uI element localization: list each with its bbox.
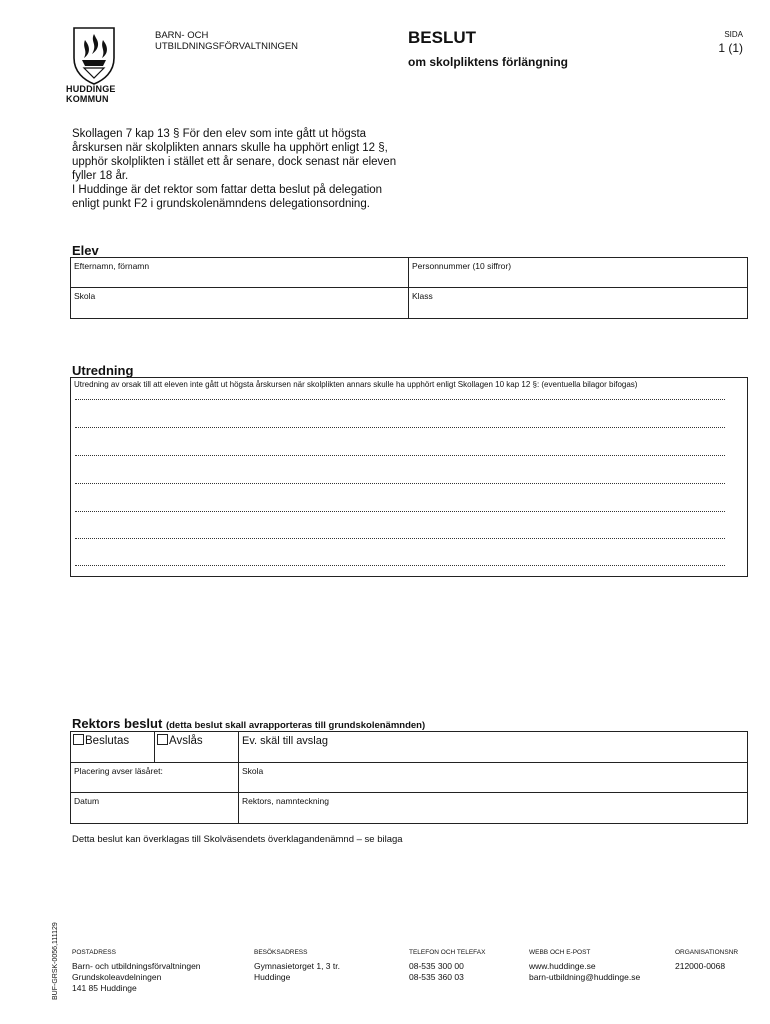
form-code: BUF-GRSK-0056,111129 xyxy=(52,922,59,1000)
personnummer-field-label: Personnummer (10 siffror) xyxy=(412,261,512,271)
school-field-label: Skola xyxy=(74,291,96,301)
section-heading-elev: Elev xyxy=(72,243,99,258)
utredning-field-label: Utredning av orsak till att eleven inte gått ut högsta årskursen när skolplikten annars skulle ha upphört enligt Skollagen 10 kap 12 §: (eventuella bilagor bifogas) xyxy=(74,380,638,389)
document-subtitle: om skolpliktens förlängning xyxy=(408,55,569,69)
page-label: SIDA xyxy=(724,30,743,39)
footer-line: Barn- och utbildningsförvaltningen xyxy=(72,961,201,971)
name-field[interactable] xyxy=(72,272,406,286)
footer-label: TELEFON OCH TELEFAX xyxy=(409,949,486,956)
section-heading-utredning: Utredning xyxy=(72,363,134,378)
footer-label: ORGANISATIONSNR xyxy=(675,949,739,956)
footer-visit xyxy=(254,947,340,983)
writing-line xyxy=(75,399,725,400)
footer-web xyxy=(529,947,640,983)
huddinge-crest-logo xyxy=(70,24,118,86)
footer-postal xyxy=(72,947,201,994)
footer-label: BESÖKSADRESS xyxy=(254,949,308,956)
municipality-name: HUDDINGE KOMMUN xyxy=(66,84,116,104)
beslut-heading-note: (detta beslut skall avrapporteras till grundskolenämnden) xyxy=(165,720,426,731)
intro-text xyxy=(72,127,402,211)
reason-field[interactable] xyxy=(240,749,746,761)
class-field[interactable] xyxy=(410,302,746,317)
personnummer-field[interactable] xyxy=(410,272,746,286)
beslutas-checkbox[interactable] xyxy=(73,734,84,745)
section-heading-beslut xyxy=(72,716,425,731)
writing-line xyxy=(75,427,725,428)
placement-field-label: Placering avser läsåret: xyxy=(74,766,163,776)
footer-line: 08-535 360 03 xyxy=(409,972,464,982)
intro-paragraph: Skollagen 7 kap 13 § För den elev som inte gått ut högsta årskursen när skolplikten annars skulle ha upphört enligt 12 §, upphör skolplikten i stället ett år senare, dock senast när eleven fyller 18 år. xyxy=(72,128,397,182)
writing-line xyxy=(75,538,725,539)
email-link[interactable]: barn-utbildning@huddinge.se xyxy=(529,972,641,982)
utredning-form[interactable] xyxy=(70,377,748,577)
beslutas-option[interactable] xyxy=(73,734,129,747)
beslutas-label: Beslutas xyxy=(85,735,130,747)
footer-line: 212000-0068 xyxy=(675,961,726,971)
beslut-form xyxy=(70,731,748,824)
date-field-label: Datum xyxy=(74,796,100,806)
signature-field-label: Rektors, namnteckning xyxy=(242,796,329,806)
name-field-label: Efternamn, förnamn xyxy=(74,261,150,271)
footer-label: POSTADRESS xyxy=(72,949,116,956)
website-link[interactable]: www.huddinge.se xyxy=(529,961,596,971)
beslut-school-field[interactable] xyxy=(240,777,746,791)
elev-form xyxy=(70,257,748,319)
footer-line: 141 85 Huddinge xyxy=(72,983,137,993)
page-number: 1 (1) xyxy=(718,41,743,55)
appeal-notice: Detta beslut kan överklagas till Skolväsendets överklagandenämnd – se bilaga xyxy=(72,834,403,845)
beslut-heading: Rektors beslut xyxy=(72,716,163,731)
avslas-label: Avslås xyxy=(169,735,203,747)
writing-line xyxy=(75,511,725,512)
class-field-label: Klass xyxy=(412,291,433,301)
avslas-option[interactable] xyxy=(157,734,203,747)
date-field[interactable] xyxy=(72,807,236,822)
footer-line: 08-535 300 00 xyxy=(409,961,464,971)
footer-label: WEBB OCH E-POST xyxy=(529,949,591,956)
writing-line xyxy=(75,565,725,566)
footer-org xyxy=(675,947,738,972)
footer-phone xyxy=(409,947,485,983)
footer-line: Grundskoleavdelningen xyxy=(72,972,162,982)
signature-field[interactable] xyxy=(240,807,746,822)
document-title: BESLUT xyxy=(408,28,476,47)
school-field[interactable] xyxy=(72,302,406,317)
department-name: BARN- OCH UTBILDNINGSFÖRVALTNINGEN xyxy=(155,30,299,52)
avslas-checkbox[interactable] xyxy=(157,734,168,745)
reason-field-label: Ev. skäl till avslag xyxy=(242,735,328,747)
footer-line: Huddinge xyxy=(254,972,291,982)
intro-paragraph: I Huddinge är det rektor som fattar detta beslut på delegation enligt punkt F2 i grundskolenämndens delegationsordning. xyxy=(72,184,383,210)
writing-line xyxy=(75,483,725,484)
footer-line: Gymnasietorget 1, 3 tr. xyxy=(254,961,340,971)
placement-field[interactable] xyxy=(72,777,236,791)
beslut-school-field-label: Skola xyxy=(242,766,264,776)
writing-line xyxy=(75,455,725,456)
